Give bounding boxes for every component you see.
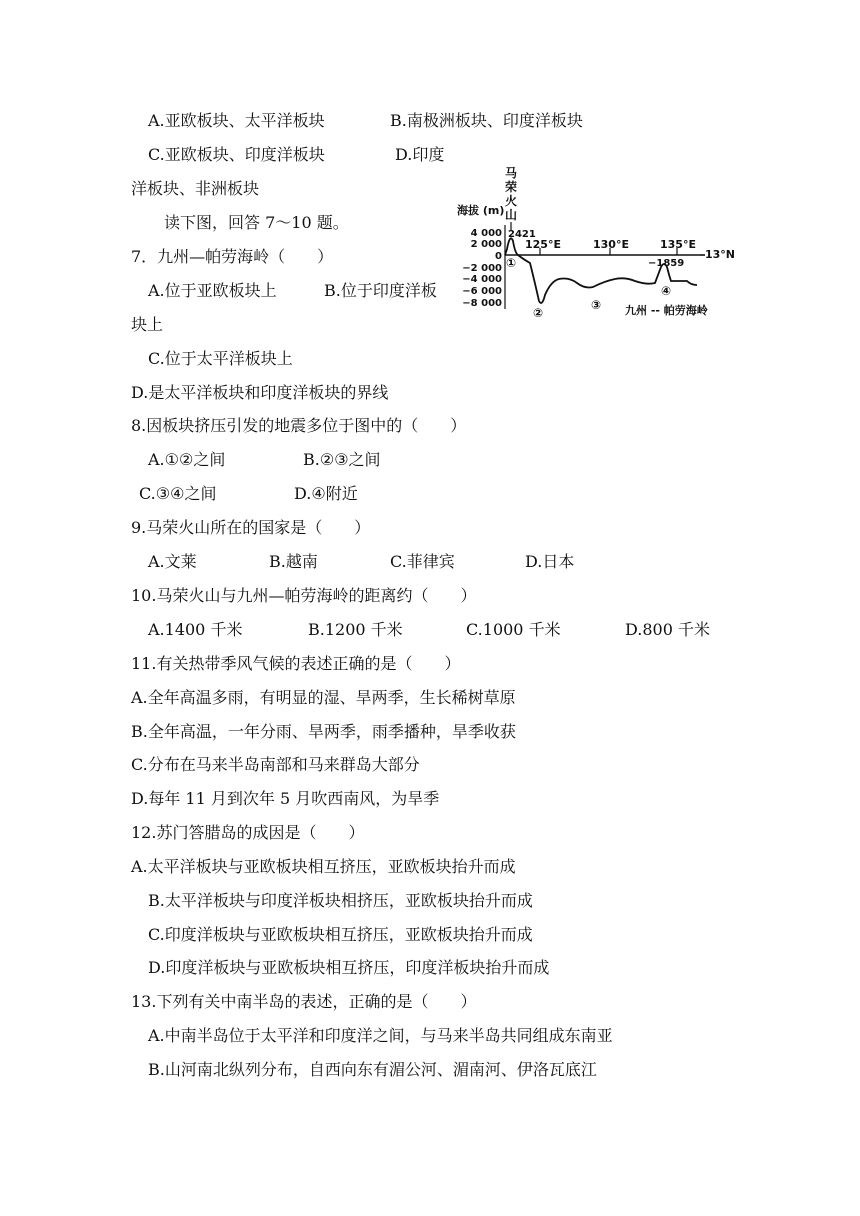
q11-option-a: A.全年高温多雨，有明显的湿、旱两季，生长稀树草原 (131, 688, 516, 707)
q6-option-b: B.南极洲板块、印度洋板块 (390, 111, 583, 130)
q8-option-d: D.④附近 (294, 484, 358, 503)
x-tick-130: 130°E (593, 238, 629, 251)
q7-option-b-wrap: 块上 (131, 315, 164, 334)
q8-option-a: A.①②之间 (148, 450, 226, 469)
q12-option-c: C.印度洋板块与亚欧板块相互挤压，亚欧板块抬升而成 (148, 925, 533, 944)
q12-option-a: A.太平洋板块与亚欧板块相互挤压，亚欧板块抬升而成 (131, 857, 516, 876)
q7-option-b: B.位于印度洋板 (324, 281, 437, 300)
figure-intro: 读下图，回答 7～10 题。 (164, 213, 349, 232)
q7-option-a: A.位于亚欧板块上 (148, 281, 277, 300)
q6-option-c: C.亚欧板块、印度洋板块 (148, 145, 325, 164)
q6-option-d: D.印度 (395, 145, 445, 164)
y-tick-0: 0 (495, 251, 502, 262)
ridge-label: 九州 -- 帕劳海岭 (625, 304, 708, 317)
q7-stem: 7．九州—帕劳海岭（ ） (131, 247, 334, 266)
q12-option-b: B.太平洋板块与印度洋板块相挤压，亚欧板块抬升而成 (148, 891, 533, 910)
q7-option-d: D.是太平洋板块和印度洋板块的界线 (131, 383, 389, 402)
marker-3: ③ (591, 298, 602, 312)
q11-stem: 11.有关热带季风气候的表述正确的是（ ） (131, 654, 461, 673)
y-tick-4000: 4 000 (470, 228, 502, 239)
y-tick-minus6000: −6 000 (462, 286, 502, 297)
y-tick-minus4000: −4 000 (462, 274, 502, 285)
q6-option-d-wrap: 洋板块、非洲板块 (131, 179, 260, 198)
volcano-label-char-2: 荣 (505, 180, 518, 194)
q10-option-b: B.1200 千米 (308, 620, 403, 639)
y-tick-minus8000: −8 000 (462, 298, 502, 309)
latitude-label: 13°N (705, 248, 736, 261)
volcano-label-char-1: 马 (505, 166, 518, 180)
q9-option-b: B.越南 (269, 552, 318, 571)
q11-option-d: D.每年 11 月到次年 5 月吹西南风，为旱季 (131, 789, 440, 808)
q9-stem: 9.马荣火山所在的国家是（ ） (131, 518, 371, 537)
x-tick-135: 135°E (660, 238, 696, 251)
peak-value: 2421 (508, 229, 536, 240)
x-tick-125: 125°E (525, 238, 561, 251)
y-tick-minus2000: −2 000 (462, 263, 502, 274)
marker-2: ② (533, 306, 544, 320)
q9-option-a: A.文莱 (148, 552, 197, 571)
volcano-label-char-3: 火 (505, 194, 518, 208)
q9-option-c: C.菲律宾 (390, 552, 455, 571)
q10-option-c: C.1000 千米 (466, 620, 561, 639)
q8-option-b: B.②③之间 (303, 450, 381, 469)
cross-section-figure (455, 163, 745, 325)
y-tick-2000: 2 000 (470, 239, 502, 250)
marker-4: ④ (661, 284, 672, 298)
q10-option-d: D.800 千米 (625, 620, 710, 639)
q6-option-a: A.亚欧板块、太平洋板块 (148, 111, 325, 130)
q7-option-c: C.位于太平洋板块上 (148, 349, 293, 368)
q10-stem: 10.马荣火山与九州—帕劳海岭的距离约（ ） (131, 586, 477, 605)
q11-option-b: B.全年高温，一年分雨、旱两季，雨季播种，旱季收获 (131, 722, 516, 741)
ridge-value: −1859 (648, 258, 685, 269)
q12-option-d: D.印度洋板块与亚欧板块相互挤压，印度洋板块抬升而成 (148, 958, 550, 977)
q13-stem: 13.下列有关中南半岛的表述，正确的是（ ） (131, 992, 477, 1011)
marker-1: ① (506, 256, 517, 270)
volcano-label-char-4: 山 (505, 208, 518, 222)
q13-option-b: B.山河南北纵列分布，自西向东有湄公河、湄南河、伊洛瓦底江 (148, 1060, 597, 1079)
q9-option-d: D.日本 (525, 552, 575, 571)
q12-stem: 12.苏门答腊岛的成因是（ ） (131, 823, 365, 842)
q13-option-a: A.中南半岛位于太平洋和印度洋之间，与马来半岛共同组成东南亚 (148, 1026, 613, 1045)
y-axis-label: 海拔 (m) (457, 204, 505, 217)
q8-stem: 8.因板块挤压引发的地震多位于图中的（ ） (131, 416, 467, 435)
q11-option-c: C.分布在马来半岛南部和马来群岛大部分 (131, 755, 420, 774)
q10-option-a: A.1400 千米 (148, 620, 243, 639)
q8-option-c: C.③④之间 (139, 484, 217, 503)
